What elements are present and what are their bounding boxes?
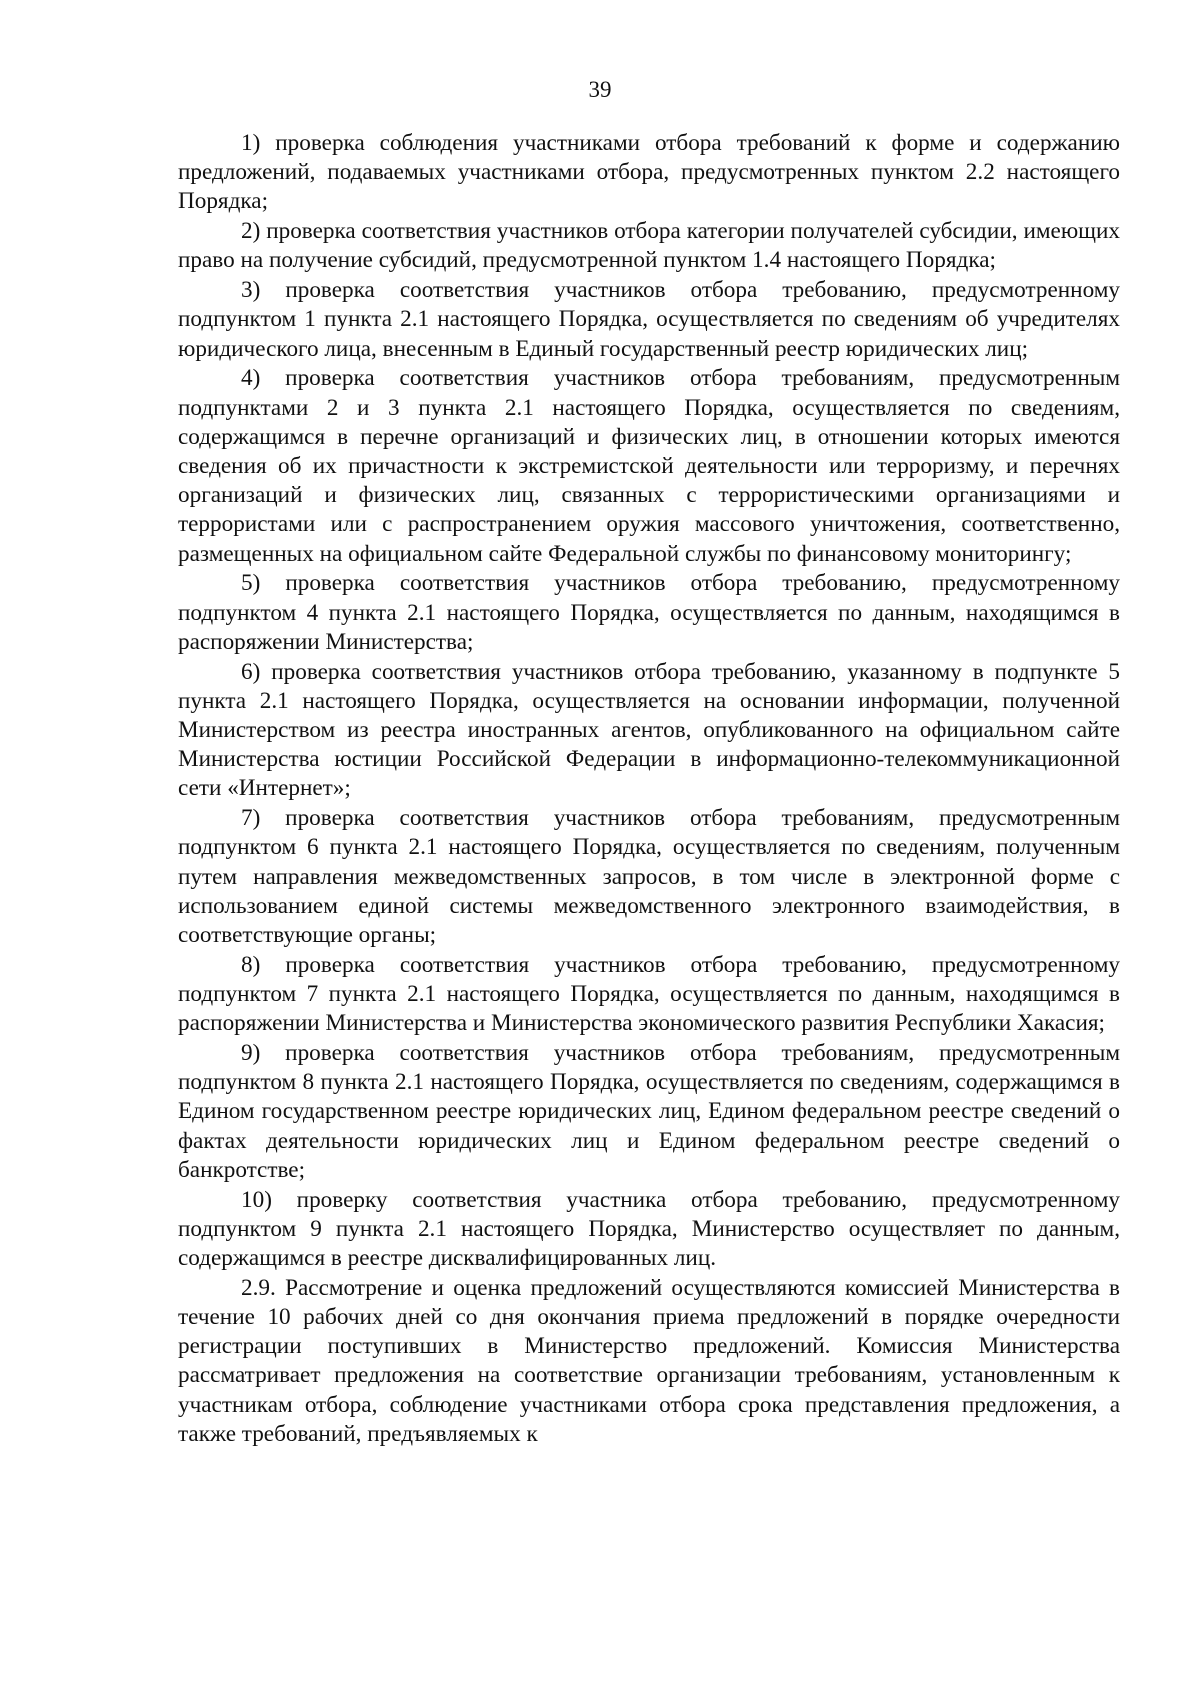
paragraph-item-2: 2) проверка соответствия участников отбора категории получателей субсидии, имеющих право на получение субсидий, предусмотренной пунктом 1.4 настоящего Порядка; — [178, 218, 1120, 274]
paragraph-item-8: 8) проверка соответствия участников отбора требованию, предусмотренному подпунктом 7 пункта 2.1 настоящего Порядка, осуществляется по данным, находящимся в распоряжении Министерства и Министерства экономического развития Республики Хакасия; — [178, 951, 1120, 1037]
paragraph-item-6: 6) проверка соответствия участников отбора требованию, указанному в подпункте 5 пункта 2.1 настоящего Порядка, осуществляется на основании информации, полученной Министерством из реестра иностранных агентов, опубликованного на официальном сайте Министерства юстиции Российской Федерации в информационно-телекоммуникационной сети «Интернет»; — [178, 658, 1120, 802]
paragraph-item-3: 3) проверка соответствия участников отбора требованию, предусмотренному подпунктом 1 пункта 2.1 настоящего Порядка, осуществляется по сведениям об учредителях юридического лица, внесенным в Единый государственный реестр юридических лиц; — [178, 277, 1120, 362]
paragraph-item-7: 7) проверка соответствия участников отбора требованиям, предусмотренным подпунктом 6 пункта 2.1 настоящего Порядка, осуществляется по сведениям, полученным путем направления межведомственных запросов, в том числе в электронной форме с использованием единой системы межведомственного электронного взаимодействия, в соответствующие органы; — [178, 805, 1120, 949]
paragraph-section-2-9: 2.9. Рассмотрение и оценка предложений осуществляются комиссией Министерства в течение 10 рабочих дней со дня окончания приема предложений в порядке очередности регистрации поступивших в Министерство предложений. Комиссия Министерства рассматривает предложения на соответствие организации требованиям, установленным к участникам отбора, соблюдение участниками отбора срока представления предложения, а также требований, предъявляемых к — [178, 1274, 1120, 1447]
paragraph-item-9: 9) проверка соответствия участников отбора требованиям, предусмотренным подпунктом 8 пункта 2.1 настоящего Порядка, осуществляется по сведениям, содержащимся в Едином государственном реестре юридических лиц, Едином федеральном реестре сведений о фактах деятельности юридических лиц и Едином федеральном реестре сведений о банкротстве; — [178, 1040, 1120, 1183]
paragraph-item-5: 5) проверка соответствия участников отбора требованию, предусмотренному подпунктом 4 пункта 2.1 настоящего Порядка, осуществляется по данным, находящимся в распоряжении Министерства; — [178, 570, 1120, 655]
paragraph-item-1: 1) проверка соблюдения участниками отбора требований к форме и содержанию предложений, подаваемых участниками отбора, предусмотренных пунктом 2.2 настоящего Порядка; — [178, 130, 1120, 215]
paragraph-item-10: 10) проверку соответствия участника отбора требованию, предусмотренному подпунктом 9 пункта 2.1 настоящего Порядка, Министерство осуществляет по данным, содержащимся в реестре дисквалифицированных лиц. — [178, 1186, 1120, 1272]
page-number: 39 — [588, 77, 612, 102]
document-body — [178, 129, 1120, 1450]
paragraph-item-4: 4) проверка соответствия участников отбора требованиям, предусмотренным подпунктами 2 и 3 пункта 2.1 настоящего Порядка, осуществляется по сведениям, содержащимся в перечне организаций и физических лиц, в отношении которых имеются сведения об их причастности к экстремистской деятельности или терроризму, и перечнях организаций и физических лиц, связанных с террористическими организациями и террористами или с распространением оружия массового уничтожения, соответственно, размещенных на официальном сайте Федеральной службы по финансовому мониторингу; — [178, 365, 1120, 567]
